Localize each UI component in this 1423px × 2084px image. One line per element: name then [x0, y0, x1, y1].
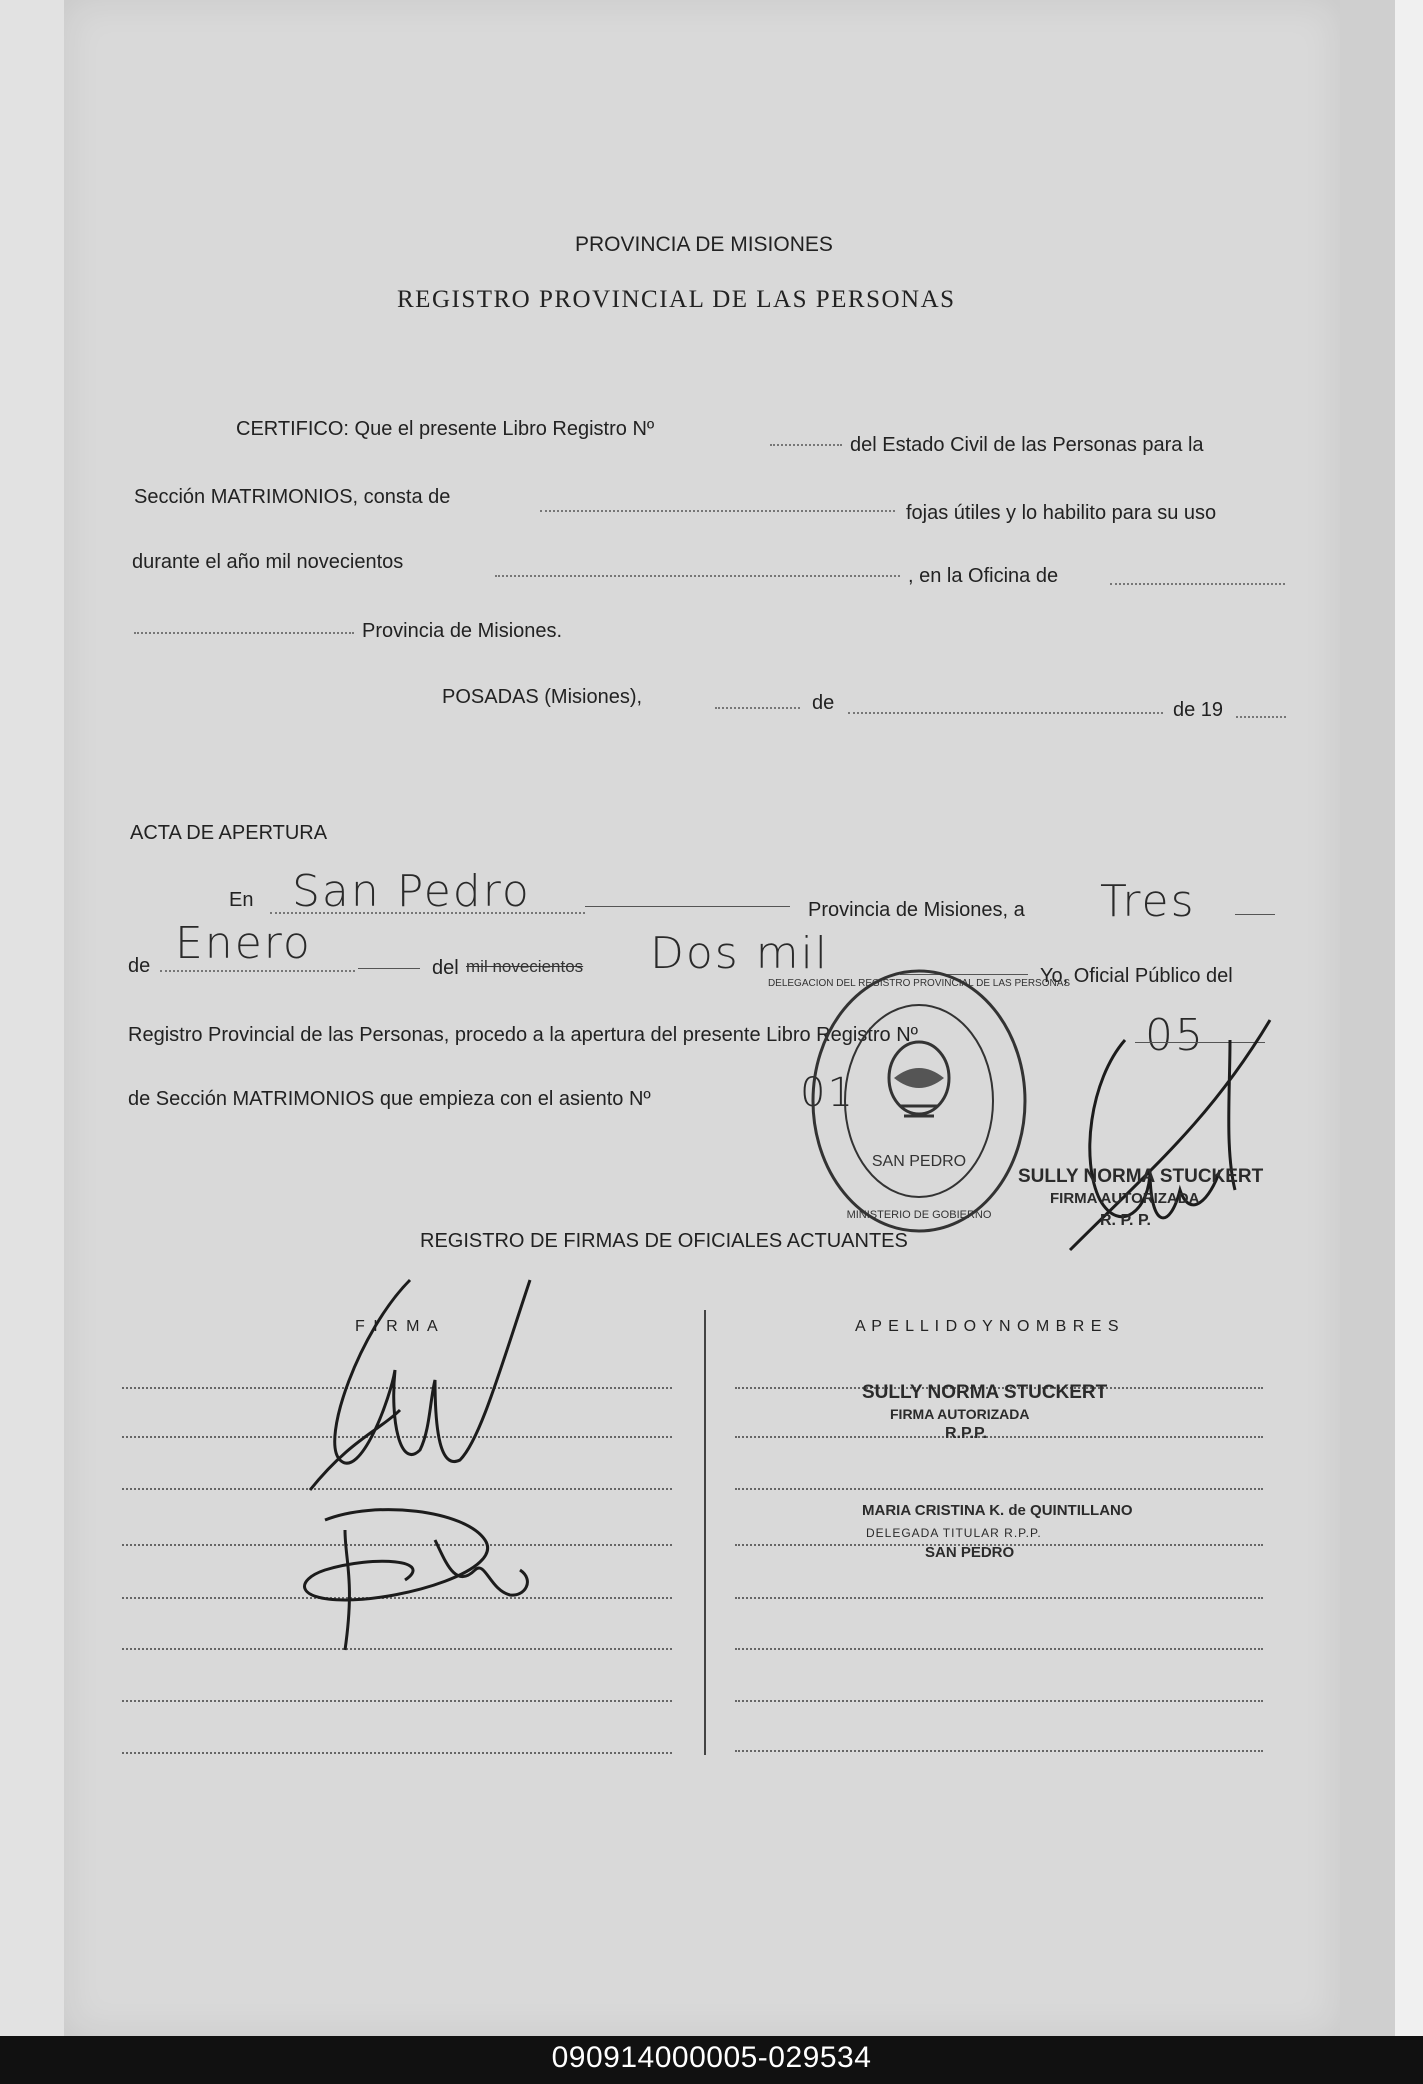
column-divider: [704, 1310, 706, 1755]
acta-day-line: [1235, 914, 1275, 915]
cert-line1-end: del Estado Civil de las Personas para la: [850, 434, 1204, 456]
register-name-1: SULLY NORMA STUCKERT: [862, 1382, 1108, 1403]
acta-place-line: [585, 906, 790, 907]
signature-firma-1: [300, 1270, 560, 1500]
book-number-blank: [770, 444, 842, 446]
date-year: de 19: [1173, 699, 1224, 721]
official-seal: [767, 966, 1071, 1236]
acta-book-number-handwritten: 05: [1145, 1010, 1205, 1061]
cert-line2-start: Sección MATRIMONIOS, consta de: [134, 486, 451, 508]
column-apellido: A P E L L I D O Y N O M B R E S: [855, 1318, 1120, 1335]
nombre-line-7: [735, 1700, 1263, 1702]
stamp-name: SULLY NORMA STUCKERT: [1018, 1166, 1264, 1187]
cert-line1-start: CERTIFICO: Que el presente Libro Registro Nº: [236, 418, 655, 440]
registry-heading: REGISTRO PROVINCIAL DE LAS PERSONAS: [397, 286, 956, 313]
acta-del: del: [432, 957, 459, 979]
firma-line-7: [122, 1700, 672, 1702]
acta-yo-text: Yo, Oficial Público del: [1040, 965, 1233, 987]
binding-edge-left: [0, 0, 64, 2036]
folios-blank: [540, 510, 895, 512]
document-id: 090914000005-029534: [551, 2041, 872, 2074]
nombre-line-2: [735, 1436, 1263, 1438]
cert-line4: Provincia de Misiones.: [362, 620, 563, 642]
acta-line3: Registro Provincial de las Personas, procedo a la apertura del presente Libro Registro Nº: [128, 1024, 918, 1046]
seal-city: SAN PEDRO: [871, 1153, 967, 1170]
register-role-2: DELEGADA TITULAR R.P.P.: [866, 1526, 1042, 1540]
acta-struck-text: mil novecientos: [466, 957, 584, 976]
acta-place-dots: [270, 912, 585, 914]
acta-de: de: [128, 955, 151, 977]
acta-place-handwritten: San Pedro: [292, 866, 531, 917]
acta-title: ACTA DE APERTURA: [130, 822, 328, 844]
register-role-1: FIRMA AUTORIZADA: [890, 1406, 1030, 1422]
signature-firma-2: [285, 1500, 545, 1660]
acta-en: En: [229, 889, 254, 911]
register-city-2: SAN PEDRO: [925, 1544, 1015, 1561]
date-place: POSADAS (Misiones),: [442, 686, 643, 708]
cert-line2-end: fojas útiles y lo habilito para su uso: [906, 502, 1217, 524]
office-blank-2: [134, 632, 354, 634]
date-month-blank: [848, 712, 1163, 714]
province-heading: PROVINCIA DE MISIONES: [575, 233, 833, 256]
acta-month-dots: [160, 970, 355, 972]
stamp-org: R. P. P.: [1100, 1212, 1151, 1229]
firma-line-8: [122, 1752, 672, 1754]
signature-right: [1030, 1000, 1280, 1260]
office-blank: [1110, 583, 1285, 585]
page-edge-right-outer: [1395, 0, 1423, 2036]
acta-entry-number-handwritten: 01: [800, 1070, 855, 1116]
register-name-2: MARIA CRISTINA K. de QUINTILLANO: [862, 1502, 1133, 1519]
stamp-role: FIRMA AUTORIZADA: [1050, 1190, 1200, 1207]
date-day-blank: [715, 707, 800, 709]
register-org-1: R.P.P.: [945, 1425, 988, 1442]
nombre-line-8: [735, 1750, 1263, 1752]
acta-line4: de Sección MATRIMONIOS que empieza con el asiento Nº: [128, 1088, 651, 1110]
acta-month-line: [358, 968, 420, 969]
signatures-title: REGISTRO DE FIRMAS DE OFICIALES ACTUANTES: [420, 1230, 908, 1252]
nombre-line-6: [735, 1648, 1263, 1650]
cert-line3-mid: , en la Oficina de: [908, 565, 1059, 587]
seal-outer-text: DELEGACION DEL REGISTRO PROVINCIAL DE LAS PERSONAS: [767, 978, 1071, 989]
acta-province-text: Provincia de Misiones, a: [808, 899, 1025, 921]
acta-month-handwritten: Enero: [175, 918, 312, 969]
date-year-blank: [1236, 716, 1286, 718]
date-de: de: [812, 692, 835, 714]
acta-year-handwritten: Dos mil: [650, 928, 830, 979]
nombre-line-5: [735, 1597, 1263, 1599]
cert-line3-start: durante el año mil novecientos: [132, 551, 404, 573]
year-blank: [495, 575, 900, 577]
seal-ministry: MINISTERIO DE GOBIERNO: [846, 1209, 992, 1221]
nombre-line-3: [735, 1488, 1263, 1490]
column-firma: F I R M A: [355, 1318, 440, 1335]
acta-day-handwritten: Tres: [1100, 876, 1196, 927]
